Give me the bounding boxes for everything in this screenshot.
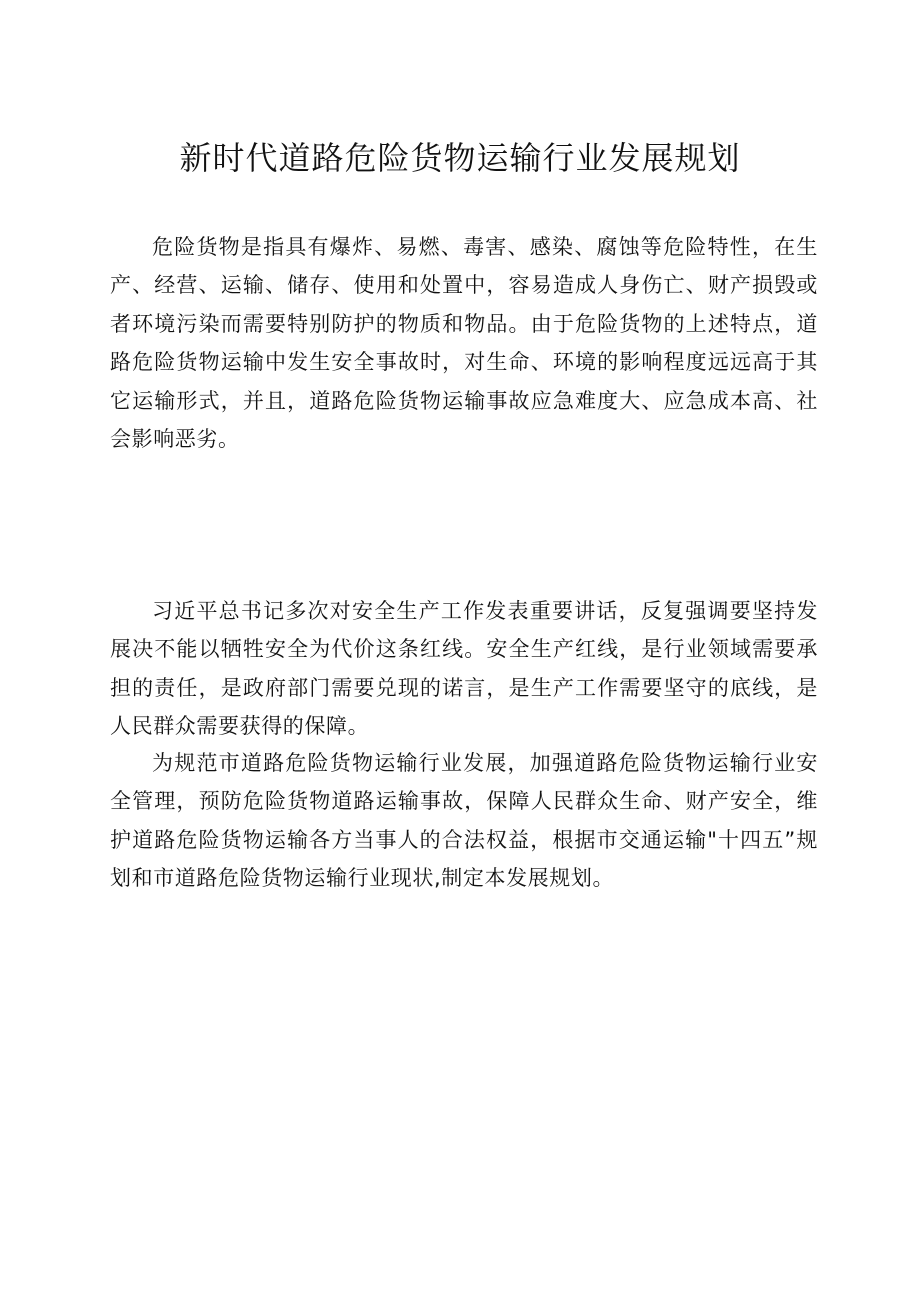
paragraph-safety-red-line: 习近平总书记多次对安全生产工作发表重要讲话，反复强调要坚持发展决不能以牺牲安全为代价这条红线。安全生产红线，是行业领域需要承担的责任，是政府部门需要兑现的诺言，是生产工作需要坚守的底线，是人民群众需要获得的保障。 [110, 599, 818, 739]
paragraph-hazardous-goods-definition: 危险货物是指具有爆炸、易燃、毒害、感染、腐蚀等危险特性，在生产、经营、运输、储存、使用和处置中，容易造成人身伤亡、财产损毁或者环境污染而需要特别防护的物质和物品。由于危险货物的上述特点，道路危险货物运输中发生安全事故时，对生命、环境的影响程度远远高于其它运输形式，并且，道路危险货物运输事故应急难度大、应急成本高、社会影响恶劣。 [110, 235, 818, 452]
paragraph-plan-purpose: 为规范市道路危险货物运输行业发展，加强道路危险货物运输行业安全管理，预防危险货物道路运输事故，保障人民群众生命、财产安全，维护道路危险货物运输各方当事人的合法权益，根据市交通运输"十四五”规划和市道路危险货物运输行业现状,制定本发展规划。 [110, 751, 818, 891]
document-title: 新时代道路危险货物运输行业发展规划 [179, 139, 741, 177]
